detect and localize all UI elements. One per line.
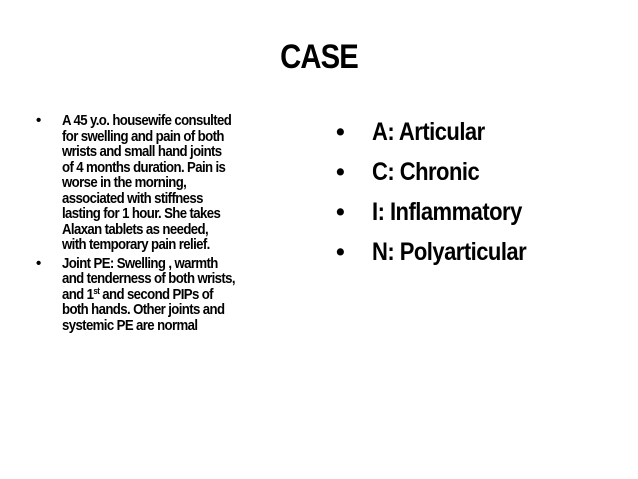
bullet-icon: • — [36, 112, 41, 129]
text-line: with temporary pain relief. — [62, 236, 210, 253]
bullet-icon: • — [336, 118, 345, 146]
ordinal-superscript: st — [93, 285, 100, 296]
list-item — [336, 198, 626, 226]
bullet-icon: • — [336, 238, 345, 266]
text-line: Alaxan tablets as needed, — [62, 220, 208, 238]
text-segment: and second PIPs of — [99, 285, 213, 303]
list-item — [336, 238, 626, 266]
case-history-text — [62, 113, 231, 253]
acin-inflammatory: I: Inflammatory — [372, 198, 522, 226]
right-column — [336, 118, 626, 278]
slide-title: CASE — [280, 38, 358, 76]
text-line: A 45 y.o. housewife consulted — [62, 112, 232, 129]
bullet-icon: • — [36, 254, 41, 272]
text-line: worse in the morning, — [62, 174, 187, 191]
text-line: lasting for 1 hour. She takes — [62, 205, 221, 222]
text-line: for swelling and pain of both — [62, 127, 224, 145]
text-line — [62, 287, 235, 303]
bullet-icon: • — [336, 158, 345, 186]
text-line: wrists and small hand joints — [62, 143, 222, 160]
physical-exam-text — [62, 256, 235, 334]
acin-chronic: C: Chronic — [372, 158, 480, 186]
case-details-list — [36, 113, 298, 333]
text-line: both hands. Other joints and — [62, 301, 225, 318]
text-line: Joint PE: Swelling , warmth — [62, 254, 218, 272]
acin-articular: A: Articular — [372, 118, 485, 146]
text-line: of 4 months duration. Pain is — [62, 158, 226, 176]
bullet-icon: • — [336, 198, 345, 226]
acin-polyarticular: N: Polyarticular — [372, 238, 527, 266]
text-line: systemic PE are normal — [62, 316, 198, 334]
text-line: and tenderness of both wrists, — [62, 270, 235, 287]
left-column — [36, 113, 298, 336]
list-item — [336, 158, 626, 186]
acin-list — [336, 118, 626, 266]
list-item — [36, 113, 298, 253]
list-item — [336, 118, 626, 146]
text-segment: and 1 — [62, 285, 94, 303]
list-item — [36, 256, 298, 334]
text-line: associated with stiffness — [62, 189, 203, 207]
